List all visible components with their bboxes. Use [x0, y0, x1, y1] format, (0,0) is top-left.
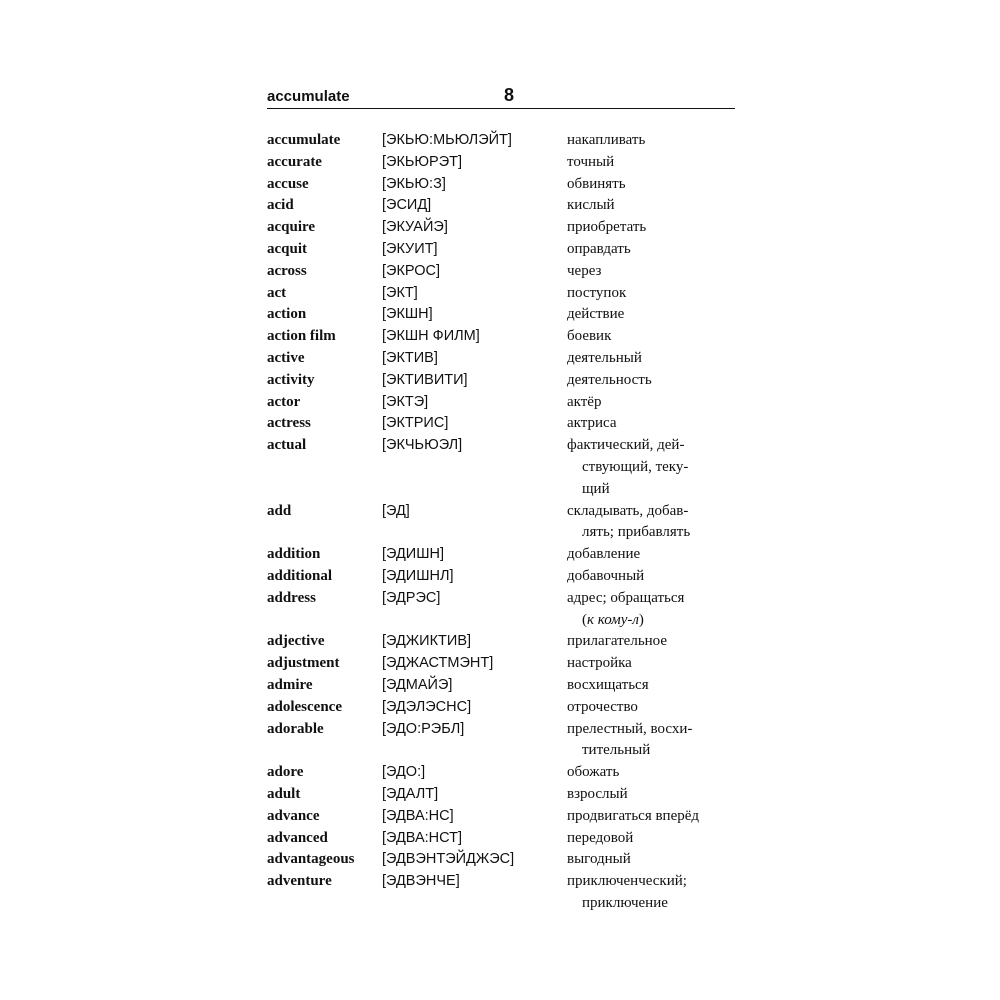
entry-pronunciation: [ЭКТРИС]	[382, 415, 449, 432]
entry-pronunciation: [ЭДВА:НС]	[382, 807, 454, 824]
entry-translation	[567, 653, 735, 675]
entry-pronunciation: [ЭКЬЮ:З]	[382, 175, 446, 192]
dictionary-entry	[267, 174, 735, 196]
translation-line: приключение	[582, 894, 668, 911]
translation-line: щий	[582, 480, 610, 497]
entry-word: advantageous	[267, 851, 355, 868]
translation-line: обожать	[567, 764, 620, 781]
entry-word: actor	[267, 393, 301, 410]
entry-word: adult	[267, 785, 301, 802]
translation-line: добавочный	[567, 567, 645, 584]
entry-translation	[567, 283, 735, 305]
translation-line: отрочество	[567, 698, 638, 715]
entry-word: accumulate	[267, 132, 341, 148]
translation-line: лять; прибавлять	[582, 524, 691, 541]
entry-translation	[567, 195, 735, 217]
dictionary-entry	[267, 413, 735, 435]
entry-translation	[567, 849, 735, 871]
entry-translation	[567, 130, 735, 152]
entry-translation	[567, 152, 735, 174]
dictionary-entry	[267, 283, 735, 305]
entry-translation	[567, 566, 735, 588]
dictionary-entry	[267, 348, 735, 370]
entry-pronunciation: [ЭДИШН]	[382, 546, 445, 563]
page-header	[267, 86, 735, 109]
entry-translation	[567, 806, 735, 828]
entry-pronunciation: [ЭДВА:НСТ]	[382, 829, 463, 846]
entry-word: action	[267, 306, 307, 323]
dictionary-entry	[267, 544, 735, 566]
page-number: 8	[504, 85, 515, 105]
entry-word: active	[267, 349, 305, 366]
translation-line: актриса	[567, 415, 617, 432]
translation-line: деятельность	[567, 371, 652, 388]
entry-pronunciation: [ЭСИД]	[382, 197, 432, 214]
dictionary-entry	[267, 806, 735, 828]
entry-word: action film	[267, 328, 336, 345]
dictionary-entry	[267, 653, 735, 675]
translation-line: приключенческий;	[567, 873, 687, 890]
entry-pronunciation: [ЭДМАЙЭ]	[382, 676, 453, 693]
entry-pronunciation: [ЭДЖИКТИВ]	[382, 633, 472, 650]
translation-line: действие	[567, 306, 625, 323]
entry-translation	[567, 588, 735, 632]
entry-translation	[567, 871, 735, 915]
entry-word: acquire	[267, 219, 316, 236]
translation-line: прелестный, восхи-	[567, 720, 693, 737]
entry-word: advance	[267, 807, 320, 824]
translation-line: через	[567, 262, 602, 279]
entry-translation	[567, 631, 735, 653]
entry-translation	[567, 413, 735, 435]
entry-word: add	[267, 502, 292, 519]
entry-word: act	[267, 284, 287, 301]
entry-translation	[567, 304, 735, 326]
translation-note-italic: к кому-л	[587, 611, 639, 628]
translation-line: деятельный	[567, 349, 642, 366]
dictionary-entry	[267, 588, 735, 632]
entry-pronunciation: [ЭДЭЛЭСНС]	[382, 698, 472, 715]
translation-line: восхищаться	[567, 676, 649, 693]
entry-pronunciation: [ЭКЬЮРЭТ]	[382, 153, 463, 170]
translation-line: складывать, добав-	[567, 502, 689, 519]
dictionary-entry	[267, 261, 735, 283]
entry-word: actress	[267, 415, 311, 432]
translation-line: фактический, дей-	[567, 437, 685, 454]
running-head: accumulate	[267, 88, 350, 105]
entry-pronunciation: [ЭКТИВИТИ]	[382, 371, 468, 388]
translation-line: тительный	[582, 742, 651, 759]
entry-translation	[567, 239, 735, 261]
entry-translation	[567, 697, 735, 719]
entry-word: activity	[267, 371, 315, 388]
dictionary-entry	[267, 675, 735, 697]
entry-word: accuse	[267, 175, 309, 192]
dictionary-entry	[267, 828, 735, 850]
entry-translation	[567, 828, 735, 850]
entry-pronunciation: [ЭКЬЮ:МЬЮЛЭЙТ]	[382, 132, 512, 148]
entry-pronunciation: [ЭКТ]	[382, 284, 418, 301]
entry-pronunciation: [ЭКШН]	[382, 306, 433, 323]
entry-pronunciation: [ЭД]	[382, 502, 410, 519]
entry-pronunciation: [ЭКРОС]	[382, 262, 441, 279]
entry-translation	[567, 675, 735, 697]
translation-line: адрес; обращаться	[567, 589, 685, 606]
entry-pronunciation: [ЭДВЭНЧЕ]	[382, 873, 460, 890]
dictionary-entry	[267, 871, 735, 915]
entry-list	[267, 130, 735, 915]
translation-line: оправдать	[567, 240, 631, 257]
entry-translation	[567, 326, 735, 348]
entry-translation	[567, 392, 735, 414]
entry-translation	[567, 348, 735, 370]
translation-note: (к кому-л)	[582, 611, 644, 628]
translation-line: настройка	[567, 655, 632, 672]
entry-word: adventure	[267, 873, 332, 890]
dictionary-entry	[267, 566, 735, 588]
entry-word: addition	[267, 546, 321, 563]
dictionary-entry	[267, 697, 735, 719]
entry-translation	[567, 501, 735, 545]
entry-translation	[567, 174, 735, 196]
entry-pronunciation: [ЭДО:РЭБЛ]	[382, 720, 465, 737]
translation-line: актёр	[567, 393, 602, 410]
translation-line: взрослый	[567, 785, 628, 802]
entry-pronunciation: [ЭДИШНЛ]	[382, 567, 454, 584]
entry-translation	[567, 719, 735, 763]
entry-word: adjustment	[267, 655, 340, 672]
entry-word: adjective	[267, 633, 325, 650]
entry-pronunciation: [ЭКШН ФИЛМ]	[382, 328, 480, 345]
dictionary-entry	[267, 304, 735, 326]
translation-line: боевик	[567, 328, 612, 345]
translation-line: передовой	[567, 829, 634, 846]
translation-line: обвинять	[567, 175, 626, 192]
entry-word: admire	[267, 676, 313, 693]
entry-translation	[567, 261, 735, 283]
dictionary-entry	[267, 217, 735, 239]
dictionary-entry	[267, 392, 735, 414]
entry-word: across	[267, 262, 307, 279]
entry-translation	[567, 370, 735, 392]
dictionary-entry	[267, 784, 735, 806]
translation-line: продвигаться вперёд	[567, 807, 700, 824]
dictionary-entry	[267, 631, 735, 653]
entry-word: adore	[267, 764, 304, 781]
entry-pronunciation: [ЭКТИВ]	[382, 349, 438, 366]
entry-pronunciation: [ЭДВЭНТЭЙДЖЭС]	[382, 851, 515, 868]
dictionary-entry	[267, 152, 735, 174]
entry-pronunciation: [ЭДАЛТ]	[382, 785, 439, 802]
dictionary-entry	[267, 195, 735, 217]
translation-line: кислый	[567, 197, 615, 214]
dictionary-entry	[267, 326, 735, 348]
dictionary-page	[267, 86, 735, 915]
translation-line: выгодный	[567, 851, 631, 868]
entry-pronunciation: [ЭКТЭ]	[382, 393, 429, 410]
entry-pronunciation: [ЭКУИТ]	[382, 240, 438, 257]
translation-line: приобретать	[567, 219, 647, 236]
translation-line: ствующий, теку-	[582, 458, 689, 475]
entry-translation	[567, 217, 735, 239]
entry-translation	[567, 784, 735, 806]
dictionary-entry	[267, 130, 735, 152]
dictionary-entry	[267, 719, 735, 763]
dictionary-entry	[267, 370, 735, 392]
entry-word: adorable	[267, 720, 324, 737]
translation-line: точный	[567, 153, 615, 170]
entry-word: actual	[267, 437, 307, 454]
entry-word: acid	[267, 197, 294, 214]
entry-pronunciation: [ЭДРЭС]	[382, 589, 441, 606]
dictionary-entry	[267, 849, 735, 871]
entry-pronunciation: [ЭКЧЬЮЭЛ]	[382, 437, 463, 454]
entry-pronunciation: [ЭКУАЙЭ]	[382, 219, 448, 236]
entry-pronunciation: [ЭДО:]	[382, 764, 426, 781]
entry-word: additional	[267, 567, 333, 584]
dictionary-entry	[267, 501, 735, 545]
entry-word: advanced	[267, 829, 328, 846]
entry-pronunciation: [ЭДЖАСТМЭНТ]	[382, 655, 494, 672]
entry-translation	[567, 435, 735, 500]
entry-word: adolescence	[267, 698, 342, 715]
translation-line: накапливать	[567, 132, 646, 148]
translation-line: добавление	[567, 546, 641, 563]
entry-word: address	[267, 589, 316, 606]
entry-word: acquit	[267, 240, 308, 257]
entry-translation	[567, 762, 735, 784]
entry-word: accurate	[267, 153, 322, 170]
translation-line: прилагательное	[567, 633, 668, 650]
dictionary-entry	[267, 435, 735, 500]
translation-line: поступок	[567, 284, 627, 301]
dictionary-entry	[267, 762, 735, 784]
entry-translation	[567, 544, 735, 566]
dictionary-entry	[267, 239, 735, 261]
